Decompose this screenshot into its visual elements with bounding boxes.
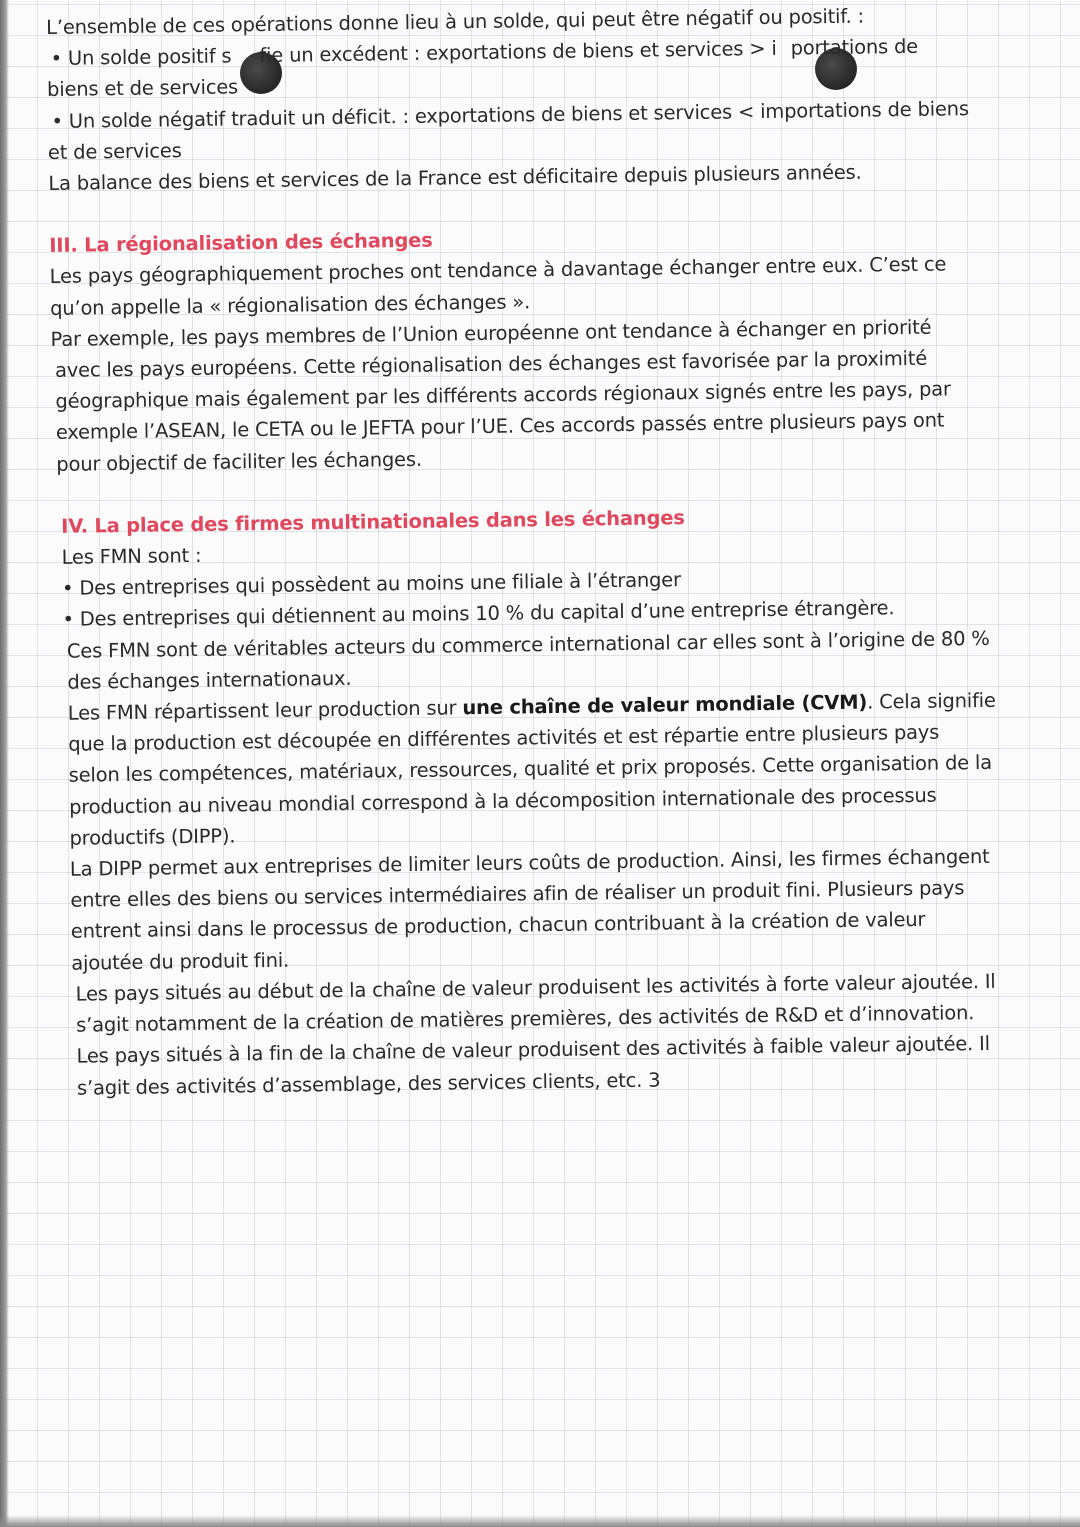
fmn-para3-line: La DIPP permet aux entreprises de limiter leurs coûts de production. Ainsi, les firmes échangent bbox=[69, 844, 990, 881]
bullet-positive-part3: portations de bbox=[790, 35, 919, 60]
fmn-para1-line: Ces FMN sont de véritables acteurs du commerce international car elles sont à l’origine de 80 % bbox=[66, 626, 990, 663]
bullet-positive-part2: fie un excédent : exportations de biens et services > i bbox=[259, 37, 777, 68]
cvm-suffix: . Cela signifie bbox=[866, 688, 996, 714]
fmn-para3-line: entre elles des biens ou services intermédiaires afin de réaliser un produit fini. Plusieurs pays bbox=[70, 876, 965, 913]
fmn-para3-line: ajoutée du produit fini. bbox=[71, 948, 290, 975]
fmn-para4-line: s’agit des activités d’assemblage, des services clients, etc. 3 bbox=[76, 1068, 661, 1100]
fmn-para4-line: Les pays situés au début de la chaîne de valeur produisent les activités à forte valeur ajoutée. Il bbox=[75, 969, 996, 1006]
regionalisation-line: Par exemple, les pays membres de l’Union européenne ont tendance à échanger en priorité bbox=[50, 315, 932, 351]
fmn-para2-line: productifs (DIPP). bbox=[69, 824, 236, 850]
bullet-positive-part1: • Un solde positif s bbox=[50, 44, 232, 71]
fmn-para2-line: que la production est découpée en différentes activités et est répartie entre plusieurs pays bbox=[68, 720, 940, 757]
balance-bullet-negative: • Un solde négatif traduit un déficit. : exportations de biens et services < importations de biens bbox=[51, 96, 969, 133]
balance-bullet-positive-cont: biens et de services bbox=[46, 75, 239, 102]
regionalisation-line: pour objectif de faciliter les échanges. bbox=[56, 447, 423, 476]
fmn-para4-line: s’agit notamment de la création de matières premières, des activités de R&D et d’innovation. bbox=[75, 1001, 975, 1037]
regionalisation-line: Les pays géographiquement proches ont tendance à davantage échanger entre eux. C’est ce bbox=[49, 252, 947, 289]
cvm-bold-term: une chaîne de valeur mondiale (CVM) bbox=[462, 690, 868, 720]
fmn-para3-line: entrent ainsi dans le processus de production, chacun contribuant à la création de valeur bbox=[70, 908, 926, 944]
page-content bbox=[46, 0, 1071, 1104]
regionalisation-line: qu’on appelle la « régionalisation des échanges ». bbox=[49, 289, 531, 320]
page-left-edge bbox=[0, 0, 9, 1527]
fmn-intro: Les FMN sont : bbox=[61, 543, 202, 569]
section-heading-regionalisation: III. La régionalisation des échanges bbox=[49, 228, 433, 258]
fmn-para2-line: selon les compétences, matériaux, ressources, qualité et prix proposés. Cette organisation de la bbox=[68, 751, 993, 788]
fmn-bullet: • Des entreprises qui possèdent au moins une filiale à l’étranger bbox=[61, 568, 681, 601]
balance-intro: L’ensemble de ces opérations donne lieu à un solde, qui peut être négatif ou positif. : bbox=[46, 4, 865, 39]
fmn-para1-line: des échanges internationaux. bbox=[67, 666, 352, 694]
fmn-para4-line: Les pays situés à la fin de la chaîne de valeur produisent des activités à faible valeur ajoutée. Il bbox=[76, 1032, 991, 1068]
regionalisation-line: avec les pays européens. Cette régionalisation des échanges est favorisée par la proximité bbox=[54, 346, 928, 382]
balance-conclusion: La balance des biens et services de la France est déficitaire depuis plusieurs années. bbox=[48, 160, 862, 195]
fmn-para2-line: production au niveau mondial correspond à la décomposition internationale des processus bbox=[68, 783, 937, 819]
page-bottom-edge bbox=[0, 1515, 1080, 1527]
cvm-prefix: Les FMN répartissent leur production sur bbox=[67, 696, 463, 725]
regionalisation-line: exemple l’ASEAN, le CETA ou le JEFTA pour l’UE. Ces accords passés entre plusieurs pays ont bbox=[55, 408, 945, 445]
section-heading-fmn: IV. La place des firmes multinationales dans les échanges bbox=[61, 505, 685, 538]
fmn-bullet: • Des entreprises qui détiennent au moins 10 % du capital d’une entreprise étrangère. bbox=[62, 596, 895, 632]
regionalisation-line: géographique mais également par les différents accords régionaux signés entre les pays, par bbox=[55, 377, 951, 414]
balance-bullet-negative-cont: et de services bbox=[47, 138, 182, 164]
